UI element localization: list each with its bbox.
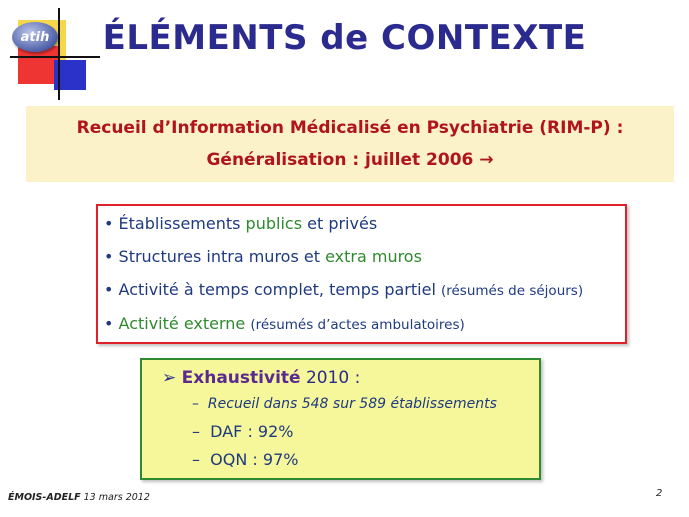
bullet-item (104, 214, 377, 233)
sub-item-text: OQN : 97% (210, 450, 299, 469)
exhaustivite-box (140, 358, 541, 480)
banner-line-1: Recueil d’Information Médicalisé en Psychiatrie (RIM-P) : (76, 118, 624, 138)
exhaustivite-year: 2010 : (300, 368, 361, 388)
bullet-item (104, 247, 422, 266)
dash-marker: – (192, 422, 200, 441)
bullet-marker: • (104, 214, 114, 233)
bullet-highlight: Activité externe (118, 314, 251, 333)
footer (8, 492, 150, 503)
footer-date: 13 mars 2012 (80, 492, 150, 503)
bullet-highlight: publics (245, 214, 303, 233)
bullet-highlight: extra muros (325, 247, 422, 266)
bullet-marker: • (104, 314, 114, 333)
dash-marker: – (192, 450, 200, 469)
rimp-banner (26, 106, 674, 182)
sub-item (192, 422, 293, 441)
bullet-text: Établissements (118, 214, 246, 233)
bullet-text-end: et privés (302, 214, 378, 233)
bullet-marker: • (104, 247, 114, 266)
bullet-item (104, 314, 465, 333)
bullet-note: (résumés de séjours) (440, 283, 584, 299)
banner-line-2: Généralisation : juillet 2006 → (206, 150, 494, 170)
sub-item (192, 450, 298, 469)
sub-item (192, 396, 497, 412)
arrow-bullet-icon: ➢ (162, 368, 177, 388)
dash-marker: – (192, 396, 199, 412)
bullet-text: Activité à temps complet, temps partiel (118, 280, 441, 299)
logo-badge: atih (12, 22, 58, 52)
bullet-text: Structures intra muros et (118, 247, 326, 266)
footer-org: ÉMOIS-ADELF (8, 492, 81, 503)
bullet-marker: • (104, 280, 114, 299)
exhaustivite-heading (162, 368, 360, 388)
bullet-item (104, 280, 583, 299)
page-number: 2 (656, 488, 663, 499)
slide-title: ÉLÉMENTS de CONTEXTE (102, 18, 587, 58)
sub-item-text: Recueil dans 548 sur 589 établissements (207, 396, 497, 412)
sub-item-text: DAF : 92% (210, 422, 294, 441)
scope-box (96, 204, 627, 344)
exhaustivite-label: Exhaustivité (181, 368, 301, 388)
bullet-note: (résumés d’actes ambulatoires) (250, 317, 465, 333)
